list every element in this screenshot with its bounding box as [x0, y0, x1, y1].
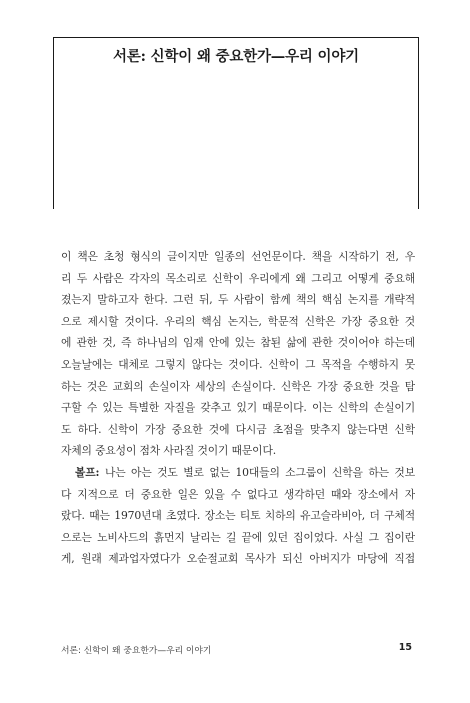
paragraph-2-first-line [61, 462, 415, 484]
text-line: 이 책은 초청 형식의 글이지만 일종의 선언문이다. 책을 시작하기 전, 우 [61, 250, 415, 263]
text-line: 졌는지 말하고자 한다. 그런 뒤, 두 사람이 함께 책의 핵심 논지를 개략적 [61, 293, 415, 307]
text-run: 나는 아는 것도 별로 없는 10대들의 소그룹이 신학을 하는 것보 [99, 465, 415, 479]
text-line: 으로 제시할 것이다. 우리의 핵심 논지는, 학문적 신학은 가장 중요한 것 [61, 314, 415, 328]
text-line: 랐다. 때는 1970년대 초였다. 장소는 티토 치하의 유고슬라비아, 더 구체적 [61, 509, 415, 523]
text-line: 자체의 중요성이 점차 사라질 것이기 때문이다. [61, 444, 277, 458]
text-line: 하는 것은 교회의 손실이자 세상의 손실이다. 신학은 가장 중요한 것을 탐 [61, 379, 415, 393]
text-line: 에 관한 것, 즉 하나님의 임재 안에 있는 참된 삶에 관한 것이어야 하는데 [61, 336, 415, 350]
text-line: 구할 수 있는 특별한 자질을 갖추고 있기 때문이다. 이는 신학의 손실이기 [61, 401, 415, 415]
text-line: 다 지적으로 더 중요한 일은 있을 수 없다고 생각하던 때와 장소에서 자 [61, 487, 415, 501]
text-line: 리 두 사람은 각자의 목소리로 신학이 우리에게 왜 그리고 어떻게 중요해 [61, 271, 415, 285]
text-line: 게, 원래 제과업자였다가 오순절교회 목사가 되신 아버지가 마당에 직접 [61, 552, 415, 566]
page-number: 15 [398, 642, 412, 653]
body-text [61, 246, 415, 570]
speaker-label: 볼프: [75, 465, 100, 479]
running-head: 서론: 신학이 왜 중요한가—우리 이야기 [61, 646, 212, 656]
text-line: 도 하다. 신학이 가장 중요한 것에 다시금 초점을 맞추지 않는다면 신학 [61, 422, 415, 436]
chapter-title: 서론: 신학이 왜 중요한가—우리 이야기 [113, 48, 359, 65]
text-line: 오늘날에는 대체로 그렇지 않다는 것이다. 신학이 그 목적을 수행하지 못 [61, 357, 415, 371]
text-line: 으로는 노비사드의 흙먼지 날리는 길 끝에 있던 집이었다. 사실 그 집이란 [61, 530, 415, 544]
